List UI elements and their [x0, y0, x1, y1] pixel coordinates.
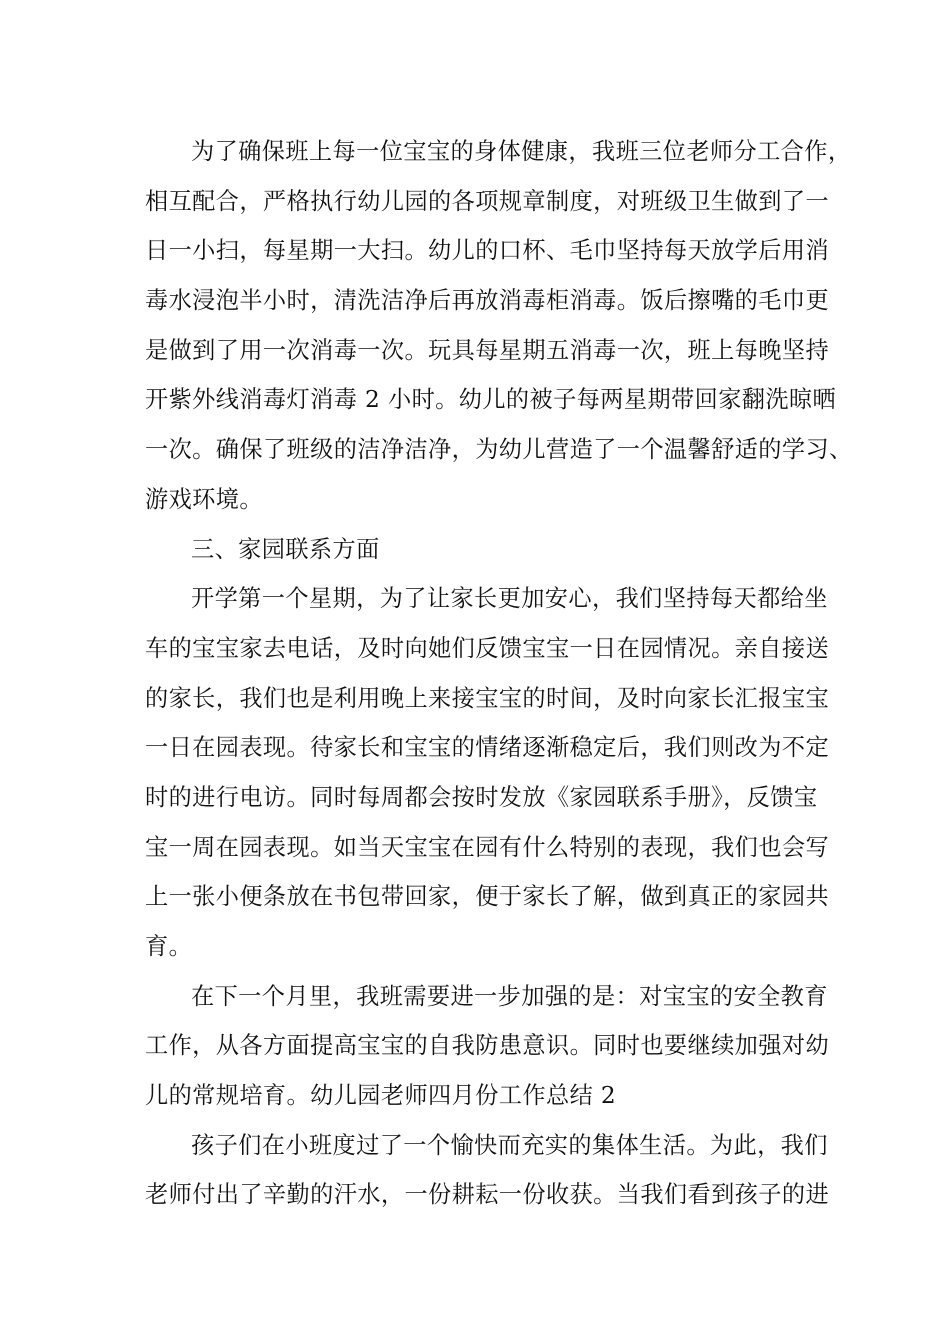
text-line: 为了确保班上每一位宝宝的身体健康，我班三位老师分工合作， — [191, 138, 852, 165]
text-line: 儿的常规培育。幼儿园老师四月份工作总结 2 — [145, 1082, 617, 1110]
text-line: 的家长，我们也是利用晚上来接宝宝的时间，及时向家长汇报宝宝 — [145, 684, 830, 712]
text-line: 工作，从各方面提高宝宝的自我防患意识。同时也要继续加强对幼 — [145, 1032, 830, 1060]
text-line: 老师付出了辛勤的汗水，一份耕耘一份收获。当我们看到孩子的进 — [145, 1181, 830, 1209]
document-body — [145, 127, 853, 1220]
text-line: 时的进行电访。同时每周都会按时发放《家园联系手册》，反馈宝 — [145, 783, 818, 811]
text-line: 宝一周在园表现。如当天宝宝在园有什么特别的表现，我们也会写 — [145, 833, 830, 861]
text-line: 上一张小便条放在书包带回家，便于家长了解，做到真正的家园共 — [145, 883, 830, 911]
text-line: 在下一个月里，我班需要进一步加强的是：对宝宝的安全教育 — [191, 982, 828, 1010]
text-line: 孩子们在小班度过了一个愉快而充实的集体生活。为此，我们 — [191, 1131, 828, 1159]
text-line: 一日在园表现。待家长和宝宝的情绪逐渐稳定后，我们则改为不定 — [145, 734, 830, 762]
text-line: 游戏环境。 — [145, 485, 263, 513]
text-line: 日一小扫，每星期一大扫。幼儿的口杯、毛巾坚持每天放学后用消 — [145, 237, 830, 265]
text-line: 育。 — [145, 933, 193, 960]
text-line: 一次。确保了班级的洁净洁净，为幼儿营造了一个温馨舒适的学习、 — [145, 436, 853, 464]
text-line: 是做到了用一次消毒一次。玩具每星期五消毒一次，班上每晚坚持 — [145, 336, 830, 364]
text-line: 开紫外线消毒灯消毒 2 小时。幼儿的被子每两星期带回家翻洗晾晒 — [145, 386, 837, 414]
text-line: 车的宝宝家去电话，及时向她们反馈宝宝一日在园情况。亲自接送 — [145, 634, 830, 662]
text-line: 开学第一个星期，为了让家长更加安心，我们坚持每天都给坐 — [191, 585, 828, 613]
text-line: 相互配合，严格执行幼儿园的各项规章制度，对班级卫生做到了一 — [145, 187, 830, 215]
section-heading: 三、家园联系方面 — [191, 535, 380, 563]
text-line: 毒水浸泡半小时，清洗洁净后再放消毒柜消毒。饭后擦嘴的毛巾更 — [145, 287, 830, 315]
